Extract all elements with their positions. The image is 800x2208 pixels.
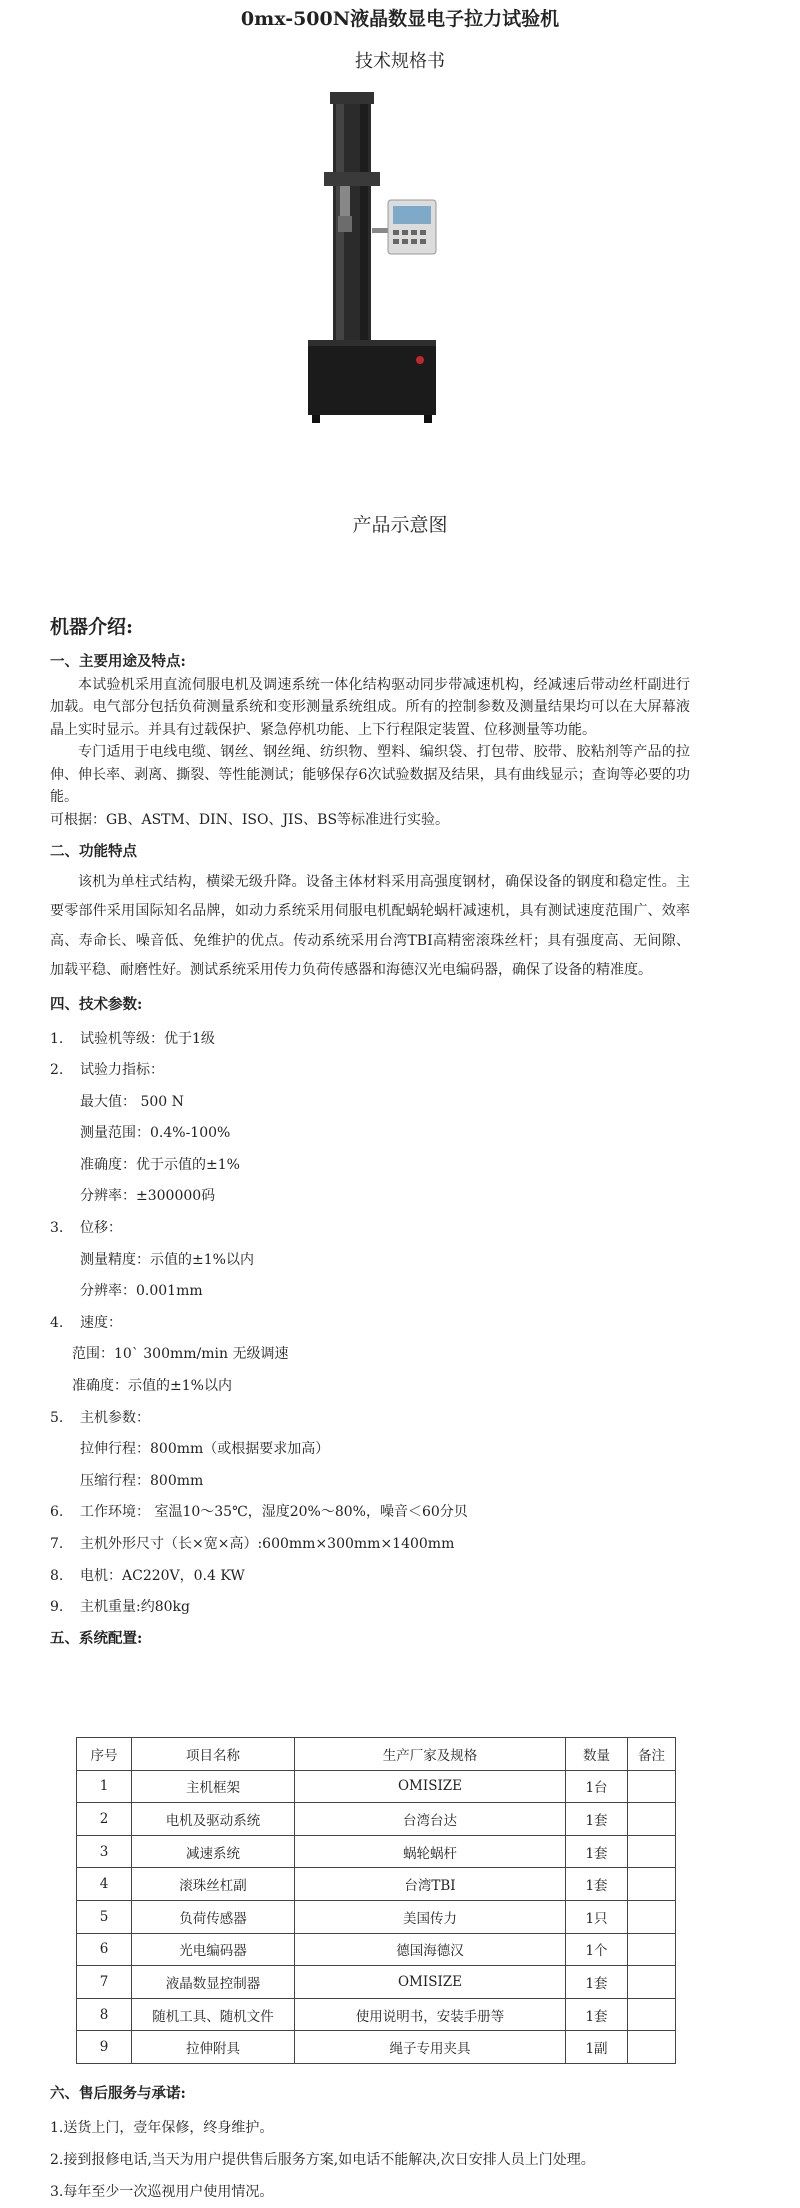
table-cell: 主机框架 [132,1770,295,1803]
table-cell: 1套 [566,1835,628,1868]
column-header: 项目名称 [132,1738,295,1771]
table-cell [628,1933,676,1966]
list-item: 2.接到报修电话,当天为用户提供售后服务方案,如电话不能解决,次日安排人员上门处理。 [50,2152,595,2168]
table-cell: 减速系统 [132,1835,295,1868]
spec-item [50,1213,690,1245]
section-heading: 六、售后服务与承诺: [50,2085,186,2102]
spec-item-text: 电机：AC220V，0.4 KW [80,1567,245,1584]
table-cell: 电机及驱动系统 [132,1803,295,1836]
column-header: 备注 [628,1738,676,1771]
spec-item: 测量精度：示值的±1%以内 [80,1251,254,1268]
table-cell [628,1803,676,1836]
spec-item [50,1308,690,1340]
page-subtitle: 技术规格书 [355,51,445,72]
column-header: 生产厂家及规格 [295,1738,566,1771]
table-cell: 1套 [566,1803,628,1836]
table-row [77,1770,676,1803]
table-cell: 随机工具、随机文件 [132,1998,295,2031]
table-cell: 使用说明书，安装手册等 [295,1998,566,2031]
spec-item: 拉伸行程：800mm（或根据要求加高） [80,1441,330,1458]
paragraph: 专门适用于电线电缆、钢丝、钢丝绳、纺织物、塑料、编织袋、打包带、胶带、胶粘剂等产品的拉伸、伸长率、剥离、撕裂、等性能测试；能够保存6次试验数据及结果，具有曲线显示；查询等必要的功能。 [50,744,690,805]
table-row [77,1966,676,1999]
table-cell: 1个 [566,1933,628,1966]
table-cell: OMISIZE [295,1770,566,1803]
spec-item [50,1561,690,1593]
spec-item-number: 3. [50,1220,64,1237]
table-cell: 2 [77,1803,132,1836]
table-header-row [77,1738,676,1771]
spec-item: 准确度：优于示值的±1% [80,1156,240,1173]
spec-item: 准确度：示值的±1%以内 [72,1378,232,1395]
table-cell: 1台 [566,1770,628,1803]
table-cell: 9 [77,2031,132,2064]
table-cell: 液晶数显控制器 [132,1966,295,1999]
table-cell: 绳子专用夹具 [295,2031,566,2064]
spec-item-number: 7. [50,1536,64,1552]
table-row [77,1900,676,1933]
table-cell: 滚珠丝杠副 [132,1868,295,1901]
spec-item-text: 主机参数： [80,1409,150,1426]
table-cell: 拉伸附具 [132,2031,295,2064]
spec-item-number: 2. [50,1062,64,1079]
table-cell [628,1966,676,1999]
spec-item-text: 试验机等级：优于1级 [80,1030,215,1047]
config-table [76,1737,676,2064]
spec-item: 范围：10` 300mm/min 无级调速 [72,1346,289,1363]
table-cell [628,1835,676,1868]
table-cell: 4 [77,1868,132,1901]
list-item: 1.送货上门，壹年保修，终身维护。 [50,2120,274,2136]
table-cell: 1 [77,1770,132,1803]
table-cell: 1副 [566,2031,628,2064]
spec-item-text: 位移： [80,1220,122,1237]
table-cell: 负荷传感器 [132,1900,295,1933]
spec-item [50,1529,690,1561]
table-cell: 8 [77,1998,132,2031]
service-list [50,2112,595,2208]
product-image [300,90,445,425]
spec-item: 分辨率：0.001mm [80,1283,203,1300]
section-heading: 四、技术参数: [50,995,143,1013]
spec-item-number: 8. [50,1567,64,1584]
table-cell [628,1868,676,1901]
paragraph: 可根据：GB、ASTM、DIN、ISO、JIS、BS等标准进行实验。 [50,811,450,828]
spec-item: 分辨率：±300000码 [80,1188,216,1205]
table-cell: 德国海德汉 [295,1933,566,1966]
table-cell: 台湾TBI [295,1868,566,1901]
table-row [77,1998,676,2031]
spec-item-number: 4. [50,1314,64,1331]
table-cell: OMISIZE [295,1966,566,1999]
spec-item-text: 试验力指标： [80,1062,164,1079]
table-cell: 1套 [566,1868,628,1901]
section-heading: 二、功能特点 [50,843,137,860]
spec-item [50,1024,690,1056]
paragraph: 该机为单柱式结构，横梁无级升降。设备主体材料采用高强度钢材，确保设备的钢度和稳定性。主要零部件采用国际知名品牌，如动力系统采用伺服电机配蜗轮蜗杆减速机，具有测试速度范围广、效率高、寿命长、噪音低、免维护的优点。传动系统采用台湾TBI高精密滚珠丝杆；具有强度高、无间隙、加载平稳、耐磨性好。测试系统采用传力负荷传感器和海德汉光电编码器，确保了设备的精准度。 [50,873,690,978]
paragraph: 本试验机采用直流伺服电机及调速系统一体化结构驱动同步带减速机构，经减速后带动丝杆副进行加载。电气部分包括负荷测量系统和变形测量系统组成。所有的控制参数及测量结果均可以在大屏幕液晶上实时显示。并具有过载保护、紧急停机功能、上下行程限定装置、位移测量等功能。 [50,676,690,738]
spec-item-number: 6. [50,1504,64,1521]
main-content [50,651,690,1654]
table-cell: 蜗轮蜗杆 [295,1835,566,1868]
spec-item [50,1497,690,1529]
table-cell: 美国传力 [295,1900,566,1933]
table-cell [628,1900,676,1933]
spec-item-number: 5. [50,1409,64,1426]
table-row [77,1868,676,1901]
section-heading: 一、主要用途及特点: [50,653,186,670]
spec-item: 最大值： 500 N [80,1093,184,1110]
table-cell: 光电编码器 [132,1933,295,1966]
table-cell: 6 [77,1933,132,1966]
spec-item-number: 1. [50,1030,64,1047]
table-row [77,1933,676,1966]
table-cell [628,1770,676,1803]
table-row [77,1835,676,1868]
page-title: 0mx-500N液晶数显电子拉力试验机 [240,8,560,30]
image-caption: 产品示意图 [352,514,448,536]
table-cell: 台湾台达 [295,1803,566,1836]
spec-item-text: 速度： [80,1314,122,1331]
spec-item-text: 主机外形尺寸（长×宽×高）:600mm×300mm×1400mm [80,1536,455,1552]
intro-heading: 机器介绍: [50,616,134,638]
table-cell [628,1998,676,2031]
spec-item [50,1403,690,1435]
table-cell: 1套 [566,1966,628,1999]
spec-list [50,1024,690,1624]
table-row [77,2031,676,2064]
spec-item [50,1055,690,1087]
column-header: 序号 [77,1738,132,1771]
list-item: 3.每年至少一次巡视用户使用情况。 [50,2184,274,2200]
column-header: 数量 [566,1738,628,1771]
table-cell: 1只 [566,1900,628,1933]
spec-item-text: 主机重量:约80kg [80,1599,190,1616]
table-cell: 1套 [566,1998,628,2031]
spec-item [50,1592,690,1624]
spec-item: 压缩行程：800mm [80,1472,204,1489]
table-row [77,1803,676,1836]
spec-item-text: 工作环境： 室温10～35℃，湿度20%～80%，噪音＜60分贝 [80,1504,468,1521]
table-cell [628,2031,676,2064]
table-cell: 3 [77,1835,132,1868]
spec-item: 测量范围：0.4%-100% [80,1125,231,1142]
table-cell: 5 [77,1900,132,1933]
spec-item-number: 9. [50,1599,64,1616]
section-heading: 五、系统配置: [50,1629,143,1647]
table-cell: 7 [77,1966,132,1999]
